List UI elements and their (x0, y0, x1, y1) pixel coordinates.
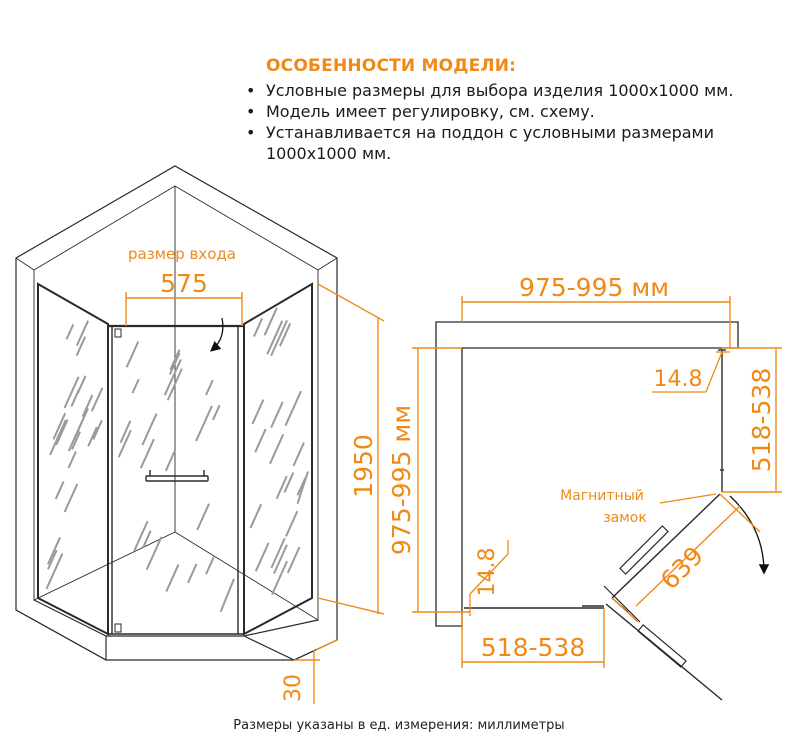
glass-hatch-stroke (286, 511, 297, 536)
glass-hatch-stroke (213, 405, 220, 420)
door-handle (146, 476, 208, 481)
features-title: ОСОБЕННОСТИ МОДЕЛИ: (266, 56, 517, 76)
glass-hatch-stroke (284, 473, 293, 493)
hinge (115, 624, 121, 632)
gap-left-value: 14.8 (475, 547, 500, 597)
glass-hatch-stroke (69, 418, 84, 450)
magnet-lock-label: замок (603, 510, 647, 526)
glass-hatch-stroke (270, 434, 283, 463)
glass-hatch-stroke (265, 308, 277, 335)
glass-hatch-stroke (132, 379, 138, 393)
units-footnote: Размеры указаны в ед. измерения: миллиметры (233, 718, 565, 733)
glass-hatch-stroke (197, 504, 209, 530)
glass-hatch-stroke (196, 406, 212, 441)
glass-hatch-stroke (121, 421, 131, 443)
feature-item: • Устанавливается на поддон с условными размерами 1000х1000 мм. (242, 122, 782, 164)
glass-hatch-stroke (69, 451, 76, 468)
plan-depth-dimension (412, 348, 470, 612)
feature-item: • Модель имеет регулировку, см. схему. (242, 101, 782, 122)
door-leaf-open (606, 604, 722, 700)
glass-hatch-stroke (77, 337, 86, 356)
feature-item: • Условные размеры для выбора изделия 1000х1000 мм. (242, 80, 782, 101)
glass-hatch-stroke (206, 557, 214, 574)
glass-hatch-stroke (256, 543, 269, 572)
entrance-width-value: 575 (160, 269, 208, 298)
glass-hatch-stroke (143, 531, 151, 548)
tray-front (16, 610, 337, 660)
height-value: 1950 (349, 434, 378, 498)
glass-hatch-stroke (250, 504, 261, 528)
glass-hatch-stroke (288, 547, 300, 573)
plan-width-value: 975-995 мм (518, 273, 670, 302)
hinge (115, 329, 121, 337)
glass-hatch-stroke (92, 388, 103, 412)
glass-hatch-stroke (48, 537, 60, 564)
glass-hatch-stroke (65, 377, 79, 408)
door-swing-arrow (212, 318, 223, 350)
plan-depth-value: 975-995 мм (387, 404, 416, 556)
glass-hatch-stroke (166, 451, 175, 471)
glass-hatch-stroke (65, 484, 78, 512)
glass-hatch-stroke (56, 420, 67, 445)
glass-hatch-stroke (252, 400, 263, 424)
tray-height-value: 30 (281, 674, 306, 702)
front-view (16, 166, 337, 660)
glass-hatch-stroke (50, 420, 66, 455)
magnet-lock-label: Магнитный (560, 488, 644, 504)
glass-hatch-stroke (83, 395, 93, 417)
glass-hatch-stroke (277, 476, 287, 499)
glass-hatch-stroke (221, 579, 234, 612)
glass-hatch-stroke (188, 564, 197, 583)
glass-hatch-stroke (255, 429, 265, 452)
right-panel-value: 518-538 (747, 367, 776, 473)
door-width-value: 639 (654, 540, 710, 596)
bottom-panel-value: 518-538 (480, 633, 586, 662)
glass-hatch-stroke (206, 380, 213, 395)
door-handle-plan (638, 625, 686, 667)
glass-hatching (47, 308, 308, 612)
gap-top-value: 14.8 (653, 367, 703, 392)
glass-hatch-stroke (254, 318, 262, 336)
entrance-label: размер входа (128, 245, 236, 263)
glass-hatch-stroke (298, 471, 308, 503)
glass-hatch-stroke (293, 443, 303, 466)
glass-hatch-stroke (127, 342, 139, 368)
glass-hatch-stroke (56, 481, 64, 498)
glass-hatch-stroke (166, 565, 178, 592)
glass-hatch-stroke (47, 554, 63, 589)
glass-hatch-stroke (272, 561, 287, 594)
glass-hatch-stroke (285, 391, 301, 425)
glass-hatch-stroke (271, 402, 283, 428)
glass-hatch-stroke (67, 324, 74, 339)
